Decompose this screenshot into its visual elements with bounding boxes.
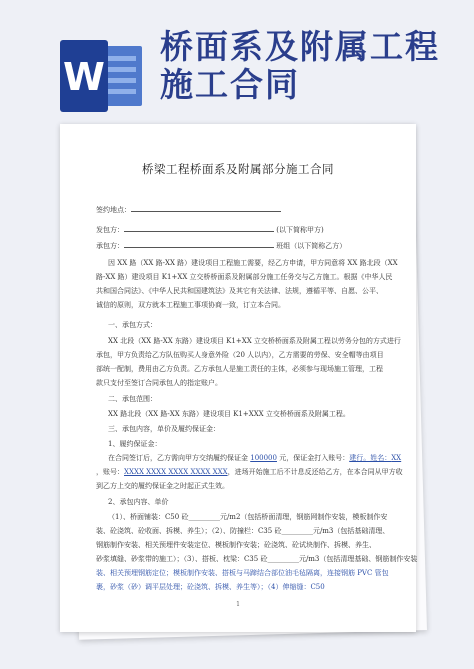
bond-name: XX: [391, 454, 402, 462]
preamble-line: 诚信的原则，双方就本工程施工事项协商一致，订立本合同。: [96, 301, 285, 309]
unit-price-heading: 2、承包内容、单价: [108, 498, 169, 506]
section-2-heading: 二、承包范围：: [108, 395, 157, 403]
document-page: [60, 124, 416, 632]
page-number: 1: [236, 601, 240, 608]
word-logo-letter: W: [63, 55, 105, 99]
price-line: 装、相关预埋钢筋定位；模板制作安装、搭板与马蹄结合部位油毛毡隔离，连接钢筋 PVC 管包: [96, 569, 389, 577]
section-1-line: 承包，甲方负责给乙方队伍购买人身意外险（20 人以内），乙方需要的劳保、安全帽等由项目: [96, 351, 384, 359]
price-line: 钢筋制作安装、相关预埋件安装定位、模板制作安装；砼浇筑、砼试块制作、拆模、养生、: [96, 541, 376, 549]
price-line: 装、砼浇筑、砼收面、拆模、养生）；（2）、防撞栏：C35 砼_________元/m3（包括基础清理、: [96, 527, 390, 535]
price-line: 裹，砂浆（砂）调平层处理；砼浇筑、拆模、养生等）；（4）伸缩缝：C50: [96, 583, 325, 591]
party-b-blank: [124, 238, 274, 248]
price-line: （1）、桥面铺装：C50 砼_________元/m2（包括桥面清理，钢筋网制作安装，模板制作安: [108, 513, 388, 521]
bond-bank: 建行。姓名：: [349, 454, 392, 462]
preamble-line: 共和国合同法》、《中华人民共和国建筑法》及其它有关法律、法规，遵循平等、自愿、公平、: [96, 287, 383, 295]
section-1-heading: 一、承包方式：: [108, 321, 157, 329]
preamble-line: 路-XX 路）建设项目 K1+XX 立交桥桥面系及附属部分施工任务交与乙方施工。根据《中华人民: [96, 273, 393, 281]
preamble-line: 因 XX 路（XX 路-XX 路）建设项目工程施工需要，经乙方申请，甲方同意将 XX 路北段（XX: [108, 259, 398, 267]
section-2-body: XX 路北段（XX 路-XX 东路）建设项目 K1+XXX 立交桥桥面系及附属工程。: [108, 410, 350, 418]
bond-line: 到乙方上交的履约保证金之时起正式生效。: [96, 482, 229, 490]
section-1-line: 款只支付至签订合同承包人的指定账户。: [96, 379, 222, 387]
signing-place-blank: [131, 202, 281, 212]
party-a-label: 发包方：: [96, 226, 124, 234]
document-title: 桥梁工程桥面系及附属部分施工合同: [142, 162, 334, 176]
party-a-blank: [124, 222, 274, 232]
section-3-heading: 三、承包内容，单价及履约保证金：: [108, 425, 220, 433]
party-b-label: 承包方：: [96, 242, 124, 250]
banner-title: 桥面系及附属工程施工合同: [160, 27, 440, 104]
section-1-line: 部统一配制，费用由乙方负责。乙方承包人是施工责任的主体，必须参与现场施工管理，工程: [96, 365, 383, 373]
signing-place-label: 签约地点：: [96, 206, 131, 214]
signing-place-line: [96, 202, 386, 218]
bond-line: ，账号：XXXX XXXX XXXX XXXX XXX，进场开始施工后不计息反还给乙方，在本合同从甲方收: [96, 468, 403, 476]
section-1-line: XX 北段（XX 路-XX 东路）建设项目 K1+XX 立交桥桥面系及附属工程以劳务分包的方式进行: [108, 337, 401, 345]
bond-amount: 100000: [250, 454, 277, 462]
performance-bond-heading: 1、履约保证金：: [108, 440, 162, 448]
bond-account: XXXX XXXX XXXX XXXX XXX: [124, 468, 228, 476]
party-a-suffix: (以下简称甲方): [276, 226, 324, 234]
party-b-line: [96, 238, 386, 254]
price-line: 砂浆填缝、砂浆带的施工）；（3）、搭板、枕梁：C35 砼_________元/m3（包括清理基础、钢筋制作安装: [96, 555, 418, 563]
word-document-icon: [58, 40, 144, 112]
banner: [0, 0, 474, 130]
party-b-suffix: 班组（以下简称乙方）: [276, 242, 347, 250]
bond-line: 在合同签订后，乙方需向甲方交纳履约保证金 100000 元，保证金打入账号：建行。姓名：XX: [108, 454, 402, 462]
party-a-line: [96, 222, 386, 238]
